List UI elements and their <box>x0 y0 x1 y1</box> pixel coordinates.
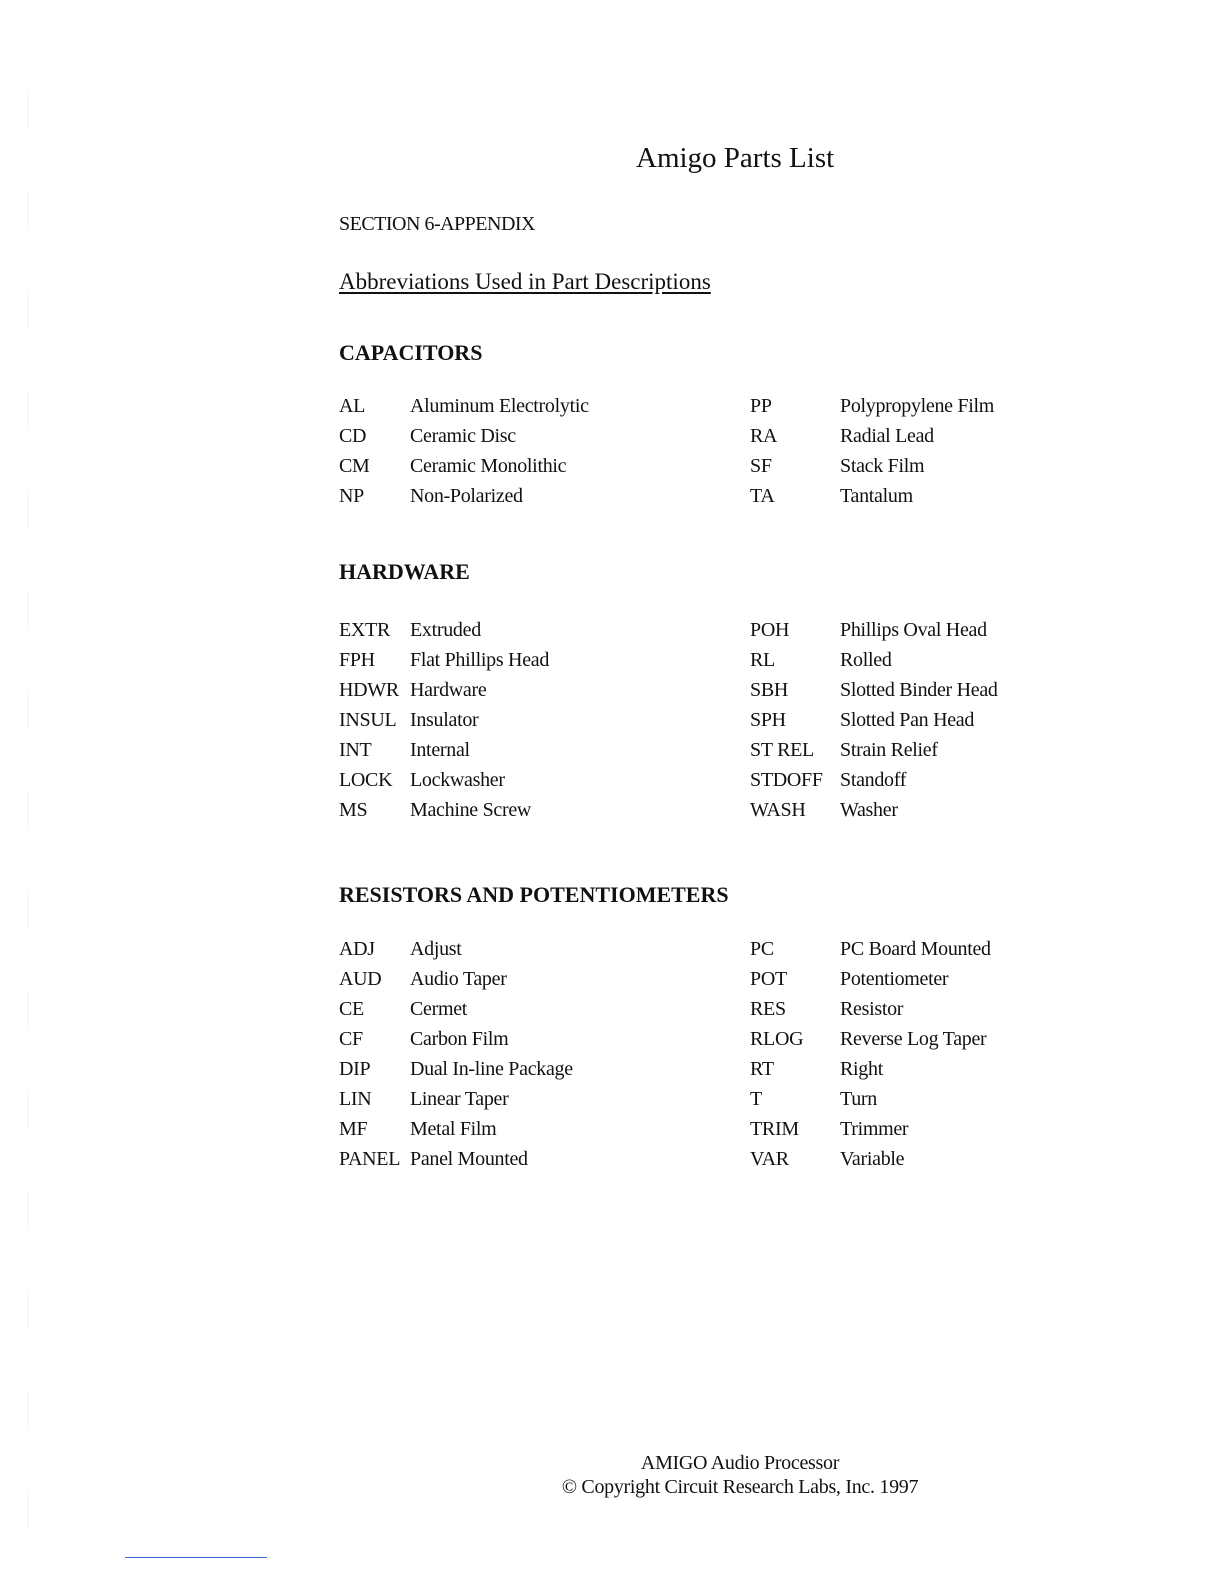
group-heading-resistors: RESISTORS AND POTENTIOMETERS <box>339 882 729 907</box>
abbreviation-code: POH <box>750 619 790 641</box>
abbreviation-code: AUD <box>339 968 382 990</box>
abbreviation-row <box>750 454 1050 484</box>
hardware-right-list <box>750 618 1050 828</box>
abbreviation-description: Resistor <box>840 998 904 1020</box>
abbreviation-code: SPH <box>750 709 786 731</box>
abbreviation-description: Stack Film <box>840 455 925 477</box>
abbreviation-row <box>750 1147 1050 1177</box>
abbreviation-code: T <box>750 1088 762 1110</box>
abbreviation-row <box>339 424 729 454</box>
link-underline <box>125 1557 267 1558</box>
abbreviation-code: CD <box>339 425 367 447</box>
abbreviation-row <box>750 424 1050 454</box>
abbreviation-row <box>339 1057 729 1087</box>
abbreviation-row <box>339 708 729 738</box>
abbreviation-description: Extruded <box>410 619 481 641</box>
abbreviation-row <box>339 618 729 648</box>
abbreviation-code: RES <box>750 998 786 1020</box>
abbreviation-row <box>339 648 729 678</box>
abbreviation-row <box>750 484 1050 514</box>
abbreviation-description: Potentiometer <box>840 968 949 990</box>
abbreviation-description: PC Board Mounted <box>840 938 991 960</box>
abbreviation-code: LOCK <box>339 769 393 791</box>
resistors-left-list <box>339 937 729 1177</box>
abbreviation-description: Polypropylene Film <box>840 395 995 417</box>
abbreviation-code: AL <box>339 395 366 417</box>
abbreviation-description: Carbon Film <box>410 1028 509 1050</box>
abbreviation-description: Radial Lead <box>840 425 934 447</box>
abbreviation-row <box>750 618 1050 648</box>
abbreviation-row <box>750 1057 1050 1087</box>
abbreviation-code: RL <box>750 649 775 671</box>
abbreviation-row <box>750 1117 1050 1147</box>
abbreviation-description: Cermet <box>410 998 468 1020</box>
scan-edge-marks <box>18 30 42 1530</box>
abbreviation-description: Internal <box>410 739 470 761</box>
abbreviation-code: LIN <box>339 1088 372 1110</box>
abbreviation-row <box>339 1117 729 1147</box>
abbreviation-code: FPH <box>339 649 375 671</box>
abbreviation-code: MF <box>339 1118 368 1140</box>
abbreviation-description: Reverse Log Taper <box>840 1028 987 1050</box>
abbreviation-row <box>750 768 1050 798</box>
abbreviation-description: Insulator <box>410 709 479 731</box>
abbreviation-description: Turn <box>840 1088 877 1110</box>
capacitors-left-list <box>339 394 729 514</box>
group-heading-capacitors: CAPACITORS <box>339 340 483 365</box>
abbreviation-description: Strain Relief <box>840 739 938 761</box>
abbreviation-row <box>750 937 1050 967</box>
page-title: Amigo Parts List <box>636 142 835 174</box>
abbreviation-row <box>750 798 1050 828</box>
abbreviations-subheading: Abbreviations Used in Part Descriptions <box>339 269 711 294</box>
abbreviation-description: Aluminum Electrolytic <box>410 395 589 417</box>
abbreviation-row <box>339 1147 729 1177</box>
abbreviation-row <box>750 394 1050 424</box>
abbreviation-code: RA <box>750 425 778 447</box>
abbreviation-description: Phillips Oval Head <box>840 619 987 641</box>
abbreviation-row <box>750 997 1050 1027</box>
abbreviation-code: SF <box>750 455 772 477</box>
abbreviation-row <box>339 454 729 484</box>
abbreviation-code: MS <box>339 799 368 821</box>
abbreviation-row <box>339 678 729 708</box>
group-heading-hardware: HARDWARE <box>339 559 470 584</box>
abbreviation-row <box>339 997 729 1027</box>
abbreviation-row <box>339 1027 729 1057</box>
abbreviation-code: INT <box>339 739 372 761</box>
footer-copyright: © Copyright Circuit Research Labs, Inc. 1997 <box>561 1476 919 1498</box>
abbreviation-description: Standoff <box>840 769 907 791</box>
abbreviation-code: ADJ <box>339 938 375 960</box>
abbreviation-row <box>750 1027 1050 1057</box>
abbreviation-row <box>750 648 1050 678</box>
abbreviation-code: CM <box>339 455 370 477</box>
page-footer <box>500 1451 980 1499</box>
abbreviation-row <box>750 678 1050 708</box>
abbreviation-description: Hardware <box>410 679 487 701</box>
abbreviation-row <box>339 394 729 424</box>
resistors-right-list <box>750 937 1050 1177</box>
abbreviation-row <box>339 1087 729 1117</box>
abbreviation-code: TRIM <box>750 1118 799 1140</box>
abbreviation-code: SBH <box>750 679 789 701</box>
abbreviation-row <box>339 967 729 997</box>
abbreviation-code: RLOG <box>750 1028 804 1050</box>
abbreviation-code: CE <box>339 998 364 1020</box>
abbreviation-code: VAR <box>750 1148 789 1170</box>
abbreviation-code: INSUL <box>339 709 397 731</box>
abbreviation-description: Rolled <box>840 649 892 671</box>
abbreviation-description: Non-Polarized <box>410 485 523 507</box>
abbreviation-code: HDWR <box>339 679 399 701</box>
capacitors-right-list <box>750 394 1050 514</box>
abbreviation-description: Flat Phillips Head <box>410 649 550 671</box>
abbreviation-row <box>339 768 729 798</box>
abbreviation-code: PANEL <box>339 1148 401 1170</box>
abbreviation-description: Tantalum <box>840 485 913 507</box>
abbreviation-row <box>750 967 1050 997</box>
abbreviation-code: NP <box>339 485 364 507</box>
abbreviation-row <box>750 738 1050 768</box>
abbreviation-description: Audio Taper <box>410 968 507 990</box>
abbreviation-row <box>339 798 729 828</box>
abbreviation-description: Machine Screw <box>410 799 532 821</box>
abbreviation-code: WASH <box>750 799 806 821</box>
abbreviation-description: Washer <box>840 799 898 821</box>
abbreviation-description: Dual In-line Package <box>410 1058 573 1080</box>
abbreviation-description: Panel Mounted <box>410 1148 528 1170</box>
abbreviation-code: CF <box>339 1028 363 1050</box>
abbreviation-row <box>339 738 729 768</box>
abbreviation-description: Ceramic Monolithic <box>410 455 567 477</box>
hardware-left-list <box>339 618 729 828</box>
abbreviation-description: Slotted Binder Head <box>840 679 998 701</box>
abbreviation-row <box>750 708 1050 738</box>
abbreviation-code: STDOFF <box>750 769 823 791</box>
abbreviation-code: PC <box>750 938 774 960</box>
abbreviation-row <box>339 484 729 514</box>
abbreviation-code: RT <box>750 1058 774 1080</box>
abbreviation-description: Metal Film <box>410 1118 497 1140</box>
abbreviation-description: Right <box>840 1058 883 1080</box>
abbreviation-description: Trimmer <box>840 1118 909 1140</box>
abbreviation-description: Linear Taper <box>410 1088 509 1110</box>
abbreviation-code: DIP <box>339 1058 371 1080</box>
abbreviation-code: POT <box>750 968 787 990</box>
abbreviation-description: Variable <box>840 1148 905 1170</box>
abbreviation-code: ST REL <box>750 739 814 761</box>
footer-product: AMIGO Audio Processor <box>640 1452 840 1474</box>
section-label: SECTION 6-APPENDIX <box>339 213 535 235</box>
abbreviation-code: EXTR <box>339 619 391 641</box>
abbreviation-code: PP <box>750 395 772 417</box>
abbreviation-description: Lockwasher <box>410 769 505 791</box>
abbreviation-description: Adjust <box>410 938 462 960</box>
abbreviation-row <box>750 1087 1050 1117</box>
abbreviation-description: Slotted Pan Head <box>840 709 975 731</box>
abbreviation-row <box>339 937 729 967</box>
abbreviation-description: Ceramic Disc <box>410 425 516 447</box>
abbreviation-code: TA <box>750 485 775 507</box>
